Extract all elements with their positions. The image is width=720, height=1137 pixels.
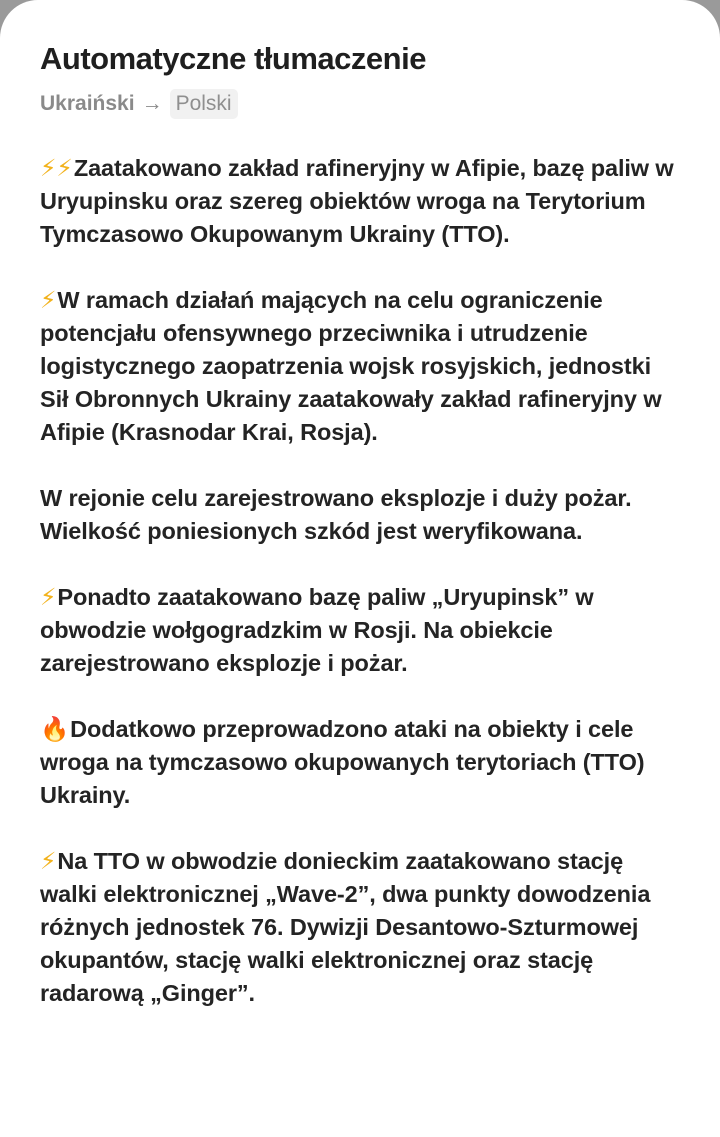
paragraph-text: Na TTO w obwodzie donieckim zaatakowano stację walki elektronicznej „Wave-2”, dwa punkty dowodzenia różnych jednostek 76. Dywizji Desantowo-Szturmowej okupantów, stację walki elektronicznej oraz stację radarową „Ginger”. bbox=[40, 848, 651, 1006]
language-pair bbox=[40, 89, 680, 119]
lightning-icon: ⚡⚡ bbox=[40, 155, 73, 181]
paragraph-text: W rejonie celu zarejestrowano eksplozje i duży pożar. Wielkość poniesionych szkód jest weryfikowana. bbox=[40, 485, 632, 544]
paragraph-1 bbox=[40, 152, 680, 251]
paragraph-text: W ramach działań mających na celu ograniczenie potencjału ofensywnego przeciwnika i utrudzenie logistycznego zaopatrzenia wojsk rosyjskich, jednostki Sił Obronnych Ukrainy zaatakowały zakład rafineryjny w Afipie (Krasnodar Krai, Rosja). bbox=[40, 287, 662, 445]
arrow-right-icon: → bbox=[141, 92, 163, 115]
paragraph-2 bbox=[40, 284, 680, 449]
dialog-title: Automatyczne tłumaczenie bbox=[40, 41, 426, 76]
lightning-icon: ⚡ bbox=[40, 287, 57, 313]
translated-text bbox=[40, 152, 680, 1010]
target-language-chip[interactable]: Polski bbox=[170, 89, 238, 119]
paragraph-5 bbox=[40, 713, 680, 812]
paragraph-text: Zaatakowano zakład rafineryjny w Afipie, bazę paliw w Uryupinsku oraz szereg obiektów wroga na Terytorium Tymczasowo Okupowanym Ukrainy (TTO). bbox=[40, 155, 674, 247]
paragraph-text: Ponadto zaatakowano bazę paliw „Uryupinsk” w obwodzie wołgogradzkim w Rosji. Na obiekcie zarejestrowano eksplozje i pożar. bbox=[40, 584, 594, 676]
source-language[interactable]: Ukraiński bbox=[40, 92, 135, 115]
paragraph-6 bbox=[40, 845, 680, 1010]
paragraph-3 bbox=[40, 482, 680, 548]
paragraph-4 bbox=[40, 581, 680, 680]
fire-icon: 🔥 bbox=[40, 716, 70, 742]
lightning-icon: ⚡ bbox=[40, 584, 57, 610]
lightning-icon: ⚡ bbox=[40, 848, 57, 874]
paragraph-text: Dodatkowo przeprowadzono ataki na obiekty i cele wroga na tymczasowo okupowanych terytoriach (TTO) Ukrainy. bbox=[40, 716, 645, 808]
